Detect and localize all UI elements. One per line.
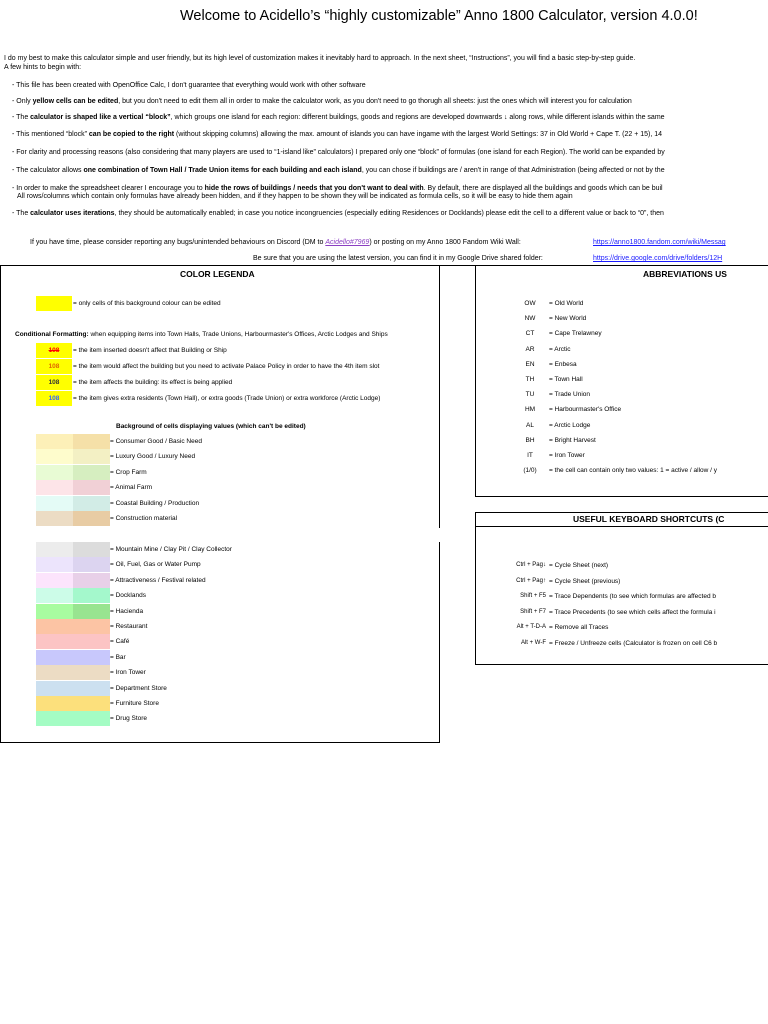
abbr-desc: = Iron Tower bbox=[549, 452, 585, 459]
color-swatch bbox=[73, 681, 110, 696]
abbr-code: BH bbox=[525, 436, 535, 444]
color-desc: = Drug Store bbox=[110, 715, 148, 723]
color-swatch bbox=[73, 604, 110, 619]
abbr-desc: = Harbourmaster's Office bbox=[549, 406, 622, 414]
hint-line bbox=[12, 185, 663, 193]
color-swatch bbox=[36, 465, 73, 480]
hint-text: , you can chose if buildings are / aren't in range of that Administration (being affected or not by the bbox=[361, 167, 665, 174]
hint-text: - The bbox=[12, 210, 31, 217]
abbr-desc: = Old World bbox=[549, 300, 584, 307]
hint-bold-text: calculator is shaped like a vertical “block” bbox=[30, 114, 171, 121]
yellow-swatch bbox=[36, 296, 72, 311]
color-desc: = Docklands bbox=[110, 592, 146, 600]
google-drive-link[interactable]: https://drive.google.com/drive/folders/12H bbox=[593, 255, 723, 262]
hint-bold-text: yellow cells can be edited bbox=[32, 98, 119, 105]
legend-gap-left-border bbox=[0, 528, 1, 542]
fandom-wall-link[interactable]: https://anno1800.fandom.com/wiki/Messag bbox=[593, 239, 726, 246]
abbr-desc: = Cape Trelawney bbox=[549, 330, 602, 338]
shortcut-desc: = Remove all Traces bbox=[549, 624, 609, 631]
color-swatch bbox=[36, 711, 73, 726]
abbr-desc: = the cell can contain only two values: 1 = active / allow / y bbox=[549, 467, 718, 475]
hint-text: - For clarity and processing reasons (also considering that many players are used to “1-island like” calculators) I prepared only one “block” of formulas (one island for each Region). The world can be expanded by bbox=[12, 149, 665, 156]
abbr-code: IT bbox=[527, 452, 533, 459]
color-desc: = Café bbox=[110, 638, 130, 646]
hint-text: - The calculator allows bbox=[12, 167, 84, 174]
abbr-title: ABBREVIATIONS US bbox=[643, 269, 727, 279]
intro-line-2: A few hints to begin with: bbox=[4, 64, 82, 71]
color-swatch bbox=[36, 619, 73, 634]
color-desc: = Crop Farm bbox=[110, 468, 147, 476]
hint-text: - Only bbox=[12, 98, 33, 105]
abbr-code: OW bbox=[524, 300, 536, 307]
hint-text: , they should be automatically enabled; in case you notice incongruencies (especially editing Residences or Docklands) please edit the cell to a different value or back to “0”, then bbox=[114, 210, 664, 217]
hint-line bbox=[12, 149, 665, 157]
color-desc: = Department Store bbox=[110, 684, 167, 692]
cf-desc: = the item inserted doesn't affect that Building or Ship bbox=[73, 347, 227, 354]
color-swatch bbox=[36, 604, 73, 619]
abbr-code: CT bbox=[525, 330, 535, 338]
color-desc: = Luxury Good / Luxury Need bbox=[110, 453, 196, 461]
cf-desc: = the item affects the building: its effect is being applied bbox=[73, 379, 233, 386]
shortcuts-bottom-border bbox=[475, 664, 768, 665]
hint-bold-text: one combination of Town Hall / Trade Union items for each building and each island bbox=[83, 167, 362, 174]
abbr-desc: = New World bbox=[549, 315, 587, 323]
color-desc: = Attractiveness / Festival related bbox=[110, 576, 206, 584]
color-swatch bbox=[73, 634, 110, 649]
color-desc: = Furniture Store bbox=[110, 700, 159, 707]
color-swatch bbox=[73, 496, 110, 511]
shortcut-desc: = Cycle Sheet (previous) bbox=[549, 577, 621, 585]
abbr-code: EN bbox=[525, 360, 535, 368]
latest-version-line: Be sure that you are using the latest version, you can find it in my Google Drive shared folder: bbox=[253, 255, 543, 262]
abbr-desc: = Arctic Lodge bbox=[549, 421, 591, 429]
intro-line-1: I do my best to make this calculator simple and user friendly, but its high level of customization makes it inevitably hard to approach. In the next sheet, “Instructions”, you will find a basic step-by-step guide. bbox=[4, 55, 636, 62]
color-swatch bbox=[36, 650, 73, 665]
abbr-desc: = Enbesa bbox=[549, 360, 577, 368]
color-swatch bbox=[73, 480, 110, 495]
color-swatch bbox=[73, 711, 110, 726]
shortcut-key: Alt + T-D-A bbox=[516, 624, 546, 630]
abbr-code: HM bbox=[524, 406, 536, 414]
cf-sample-number: 108 bbox=[36, 391, 72, 406]
color-desc: = Restaurant bbox=[110, 623, 148, 630]
hint-text: - In order to make the spreadsheet clearer I encourage you to bbox=[12, 185, 205, 192]
abbr-code: NW bbox=[524, 315, 536, 323]
color-swatch bbox=[36, 511, 73, 526]
page-title: Welcome to Acidello’s “highly customizable” Anno 1800 Calculator, version 4.0.0! bbox=[180, 8, 698, 24]
shortcuts-top-border bbox=[475, 512, 768, 513]
color-swatch bbox=[36, 542, 73, 557]
shortcut-desc: = Trace Precedents (to see which cells affect the formula i bbox=[549, 608, 716, 616]
color-swatch bbox=[36, 634, 73, 649]
hint-line bbox=[12, 114, 665, 122]
color-swatch bbox=[73, 573, 110, 588]
color-swatch bbox=[36, 588, 73, 603]
hint-bold-text: can be copied to the right bbox=[88, 131, 175, 138]
hint-text: All rows/columns which contain only formulas have already been hidden, and if they happen to be shown they will be indicated as formula cells, so it will be easy to hide them again bbox=[17, 193, 573, 200]
color-desc: = Construction material bbox=[110, 515, 178, 522]
color-swatch bbox=[73, 696, 110, 711]
color-swatch bbox=[73, 557, 110, 572]
cf-sample-number: 108 bbox=[36, 343, 72, 358]
shortcut-key: Alt + W-F bbox=[520, 639, 546, 646]
shortcut-desc: = Cycle Sheet (next) bbox=[549, 562, 609, 569]
legend-gap bbox=[0, 528, 441, 542]
shortcuts-title: USEFUL KEYBOARD SHORTCUTS (C bbox=[573, 514, 725, 524]
abbr-code: AL bbox=[526, 421, 534, 429]
hint-line bbox=[12, 82, 366, 90]
abbr-desc: = Arctic bbox=[549, 345, 571, 353]
color-desc: = Iron Tower bbox=[110, 669, 146, 677]
color-swatch bbox=[73, 449, 110, 464]
bg-title: Background of cells displaying values (which can't be edited) bbox=[116, 423, 306, 430]
abbr-desc: = Bright Harvest bbox=[549, 436, 596, 444]
color-swatch bbox=[36, 573, 73, 588]
color-swatch bbox=[36, 557, 73, 572]
cf-desc: = the item would affect the building but you need to activate Palace Policy in order to have the 4th item slot bbox=[73, 363, 380, 370]
cf-sample-number: 108 bbox=[36, 375, 72, 390]
hint-bold-text: calculator uses iterations bbox=[30, 210, 115, 217]
report-line: If you have time, please consider reporting any bugs/unintended behaviours on Discord (DM to Acidello#7969) or posting on my Anno 1800 Fandom Wiki Wall: bbox=[30, 239, 521, 246]
abbr-code: TU bbox=[525, 391, 535, 399]
hint-text: - This file has been created with OpenOffice Calc, I don't guarantee that everything would work with other software bbox=[12, 82, 366, 89]
color-desc: = Mountain Mine / Clay Pit / Clay Collector bbox=[110, 546, 232, 553]
hint-text: - This mentioned “block” bbox=[12, 131, 89, 138]
color-swatch bbox=[36, 681, 73, 696]
shortcut-desc: = Trace Dependents (to see which formulas are affected b bbox=[549, 593, 716, 600]
shortcut-key: Ctrl + Pag↓ bbox=[516, 562, 546, 568]
color-swatch bbox=[36, 480, 73, 495]
color-swatch bbox=[36, 434, 73, 449]
cf-desc: = the item gives extra residents (Town Hall), or extra goods (Trade Union) or extra workforce (Arctic Lodge) bbox=[73, 395, 381, 402]
color-desc: = Animal Farm bbox=[110, 484, 153, 492]
color-swatch bbox=[73, 619, 110, 634]
color-swatch bbox=[73, 434, 110, 449]
shortcut-key: Shift + F7 bbox=[520, 608, 546, 615]
color-swatch bbox=[73, 650, 110, 665]
color-swatch bbox=[73, 588, 110, 603]
color-swatch bbox=[36, 449, 73, 464]
intro-text bbox=[4, 54, 635, 72]
hint-text: . By default, there are displayed all the buildings and goods which can be buil bbox=[423, 185, 663, 192]
color-desc: = Oil, Fuel, Gas or Water Pump bbox=[110, 561, 201, 569]
hint-line bbox=[17, 193, 573, 201]
hint-text: , but you don't need to edit them all in order to make the calculator work, as you don't need to go thorugh all sheets: just the ones which will interest you for calculation bbox=[118, 98, 632, 105]
hint-bold-text: hide the rows of buildings / needs that you don't want to deal with bbox=[204, 185, 424, 192]
abbr-code: (1/0) bbox=[523, 467, 537, 475]
hint-line bbox=[12, 98, 632, 106]
abbr-code: TH bbox=[525, 376, 535, 383]
color-swatch bbox=[73, 511, 110, 526]
shortcut-desc: = Freeze / Unfreeze cells (Calculator is frozen on cell C6 b bbox=[549, 639, 718, 647]
color-swatch bbox=[73, 542, 110, 557]
shortcuts-title-border bbox=[475, 526, 768, 527]
shortcut-key: Ctrl + Pag↑ bbox=[516, 577, 546, 584]
color-swatch bbox=[73, 665, 110, 680]
color-desc: = Coastal Building / Production bbox=[110, 499, 200, 507]
color-legend-title: COLOR LEGENDA bbox=[180, 269, 255, 279]
color-desc: = Hacienda bbox=[110, 607, 144, 615]
hint-text: , which groups one island for each region: different buildings, goods and regions are developed downwards ↓ along rows, while different islands within the same bbox=[170, 114, 665, 121]
hint-text: (without skipping columns) allowing the max. amount of islands you can have ingame with the largest World Settings: 37 in Old World + Cape T. (22 + 15), 14 bbox=[174, 131, 663, 138]
yellow-desc: = only cells of this background colour can be edited bbox=[73, 300, 221, 307]
color-desc: = Bar bbox=[110, 653, 126, 661]
abbr-left-border bbox=[475, 265, 476, 497]
abbr-code: AR bbox=[525, 345, 535, 353]
color-swatch bbox=[36, 696, 73, 711]
color-desc: = Consumer Good / Basic Need bbox=[110, 438, 202, 445]
shortcut-key: Shift + F5 bbox=[520, 593, 546, 599]
hint-line bbox=[12, 210, 664, 218]
cf-heading: Conditional Formatting: when equipping items into Town Halls, Trade Unions, Harbourmaster's Offices, Arctic Lodges and Ships bbox=[15, 331, 388, 338]
abbr-desc: = Town Hall bbox=[549, 376, 583, 383]
hint-line bbox=[12, 131, 662, 139]
color-swatch bbox=[36, 496, 73, 511]
color-swatch bbox=[73, 465, 110, 480]
color-swatch bbox=[36, 665, 73, 680]
cf-sample-number: 108 bbox=[36, 359, 72, 374]
abbr-desc: = Trade Union bbox=[549, 391, 591, 399]
abbr-bottom-border bbox=[475, 496, 768, 497]
hint-line bbox=[12, 167, 665, 175]
discord-handle-link[interactable]: Acidello#7969 bbox=[325, 239, 370, 246]
hint-text: - The bbox=[12, 114, 31, 121]
